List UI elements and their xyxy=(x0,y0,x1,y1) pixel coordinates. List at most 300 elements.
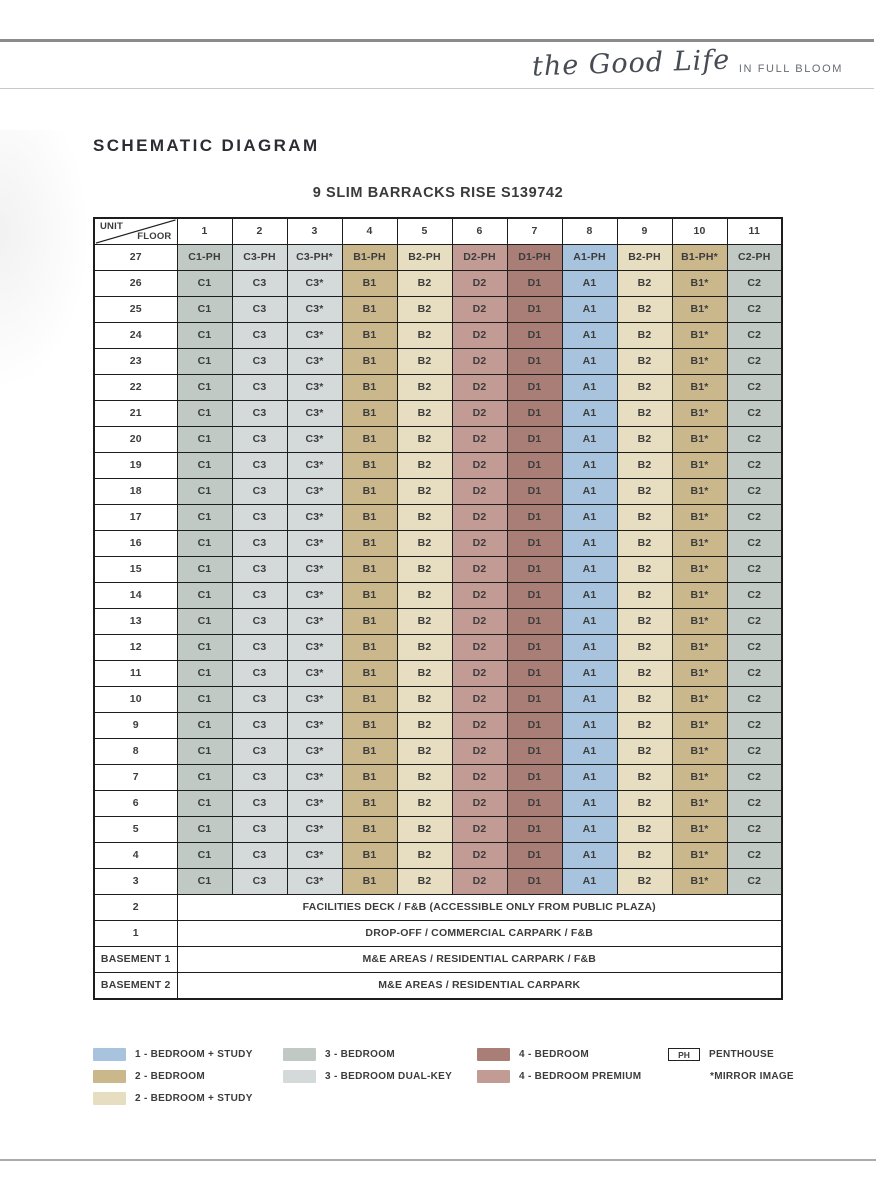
unit-cell: C2 xyxy=(727,661,782,687)
unit-cell: C1 xyxy=(177,843,232,869)
floor-row xyxy=(94,505,782,531)
unit-cell: A1 xyxy=(562,349,617,375)
unit-cell: C3 xyxy=(232,635,287,661)
legend-item-penthouse xyxy=(668,1048,794,1061)
unit-cell: D1 xyxy=(507,609,562,635)
unit-cell: B2 xyxy=(397,869,452,895)
unit-number-header: 4 xyxy=(342,218,397,245)
unit-cell: B2 xyxy=(397,427,452,453)
unit-cell: C3* xyxy=(287,531,342,557)
unit-cell: B2 xyxy=(617,349,672,375)
unit-cell: B1* xyxy=(672,583,727,609)
unit-cell: D1 xyxy=(507,791,562,817)
floor-label: 13 xyxy=(94,609,177,635)
unit-cell: A1 xyxy=(562,297,617,323)
unit-cell: C2 xyxy=(727,765,782,791)
floor-row xyxy=(94,661,782,687)
unit-cell: B1* xyxy=(672,271,727,297)
unit-cell: C2 xyxy=(727,427,782,453)
unit-cell: C1-PH xyxy=(177,245,232,271)
floor-row xyxy=(94,843,782,869)
legend-item xyxy=(477,1048,641,1061)
unit-cell: C1 xyxy=(177,713,232,739)
unit-cell: B1 xyxy=(342,271,397,297)
unit-cell: B2 xyxy=(397,375,452,401)
unit-cell: C3* xyxy=(287,297,342,323)
floor-label: 3 xyxy=(94,869,177,895)
legend-column xyxy=(477,1048,641,1083)
unit-number-header: 11 xyxy=(727,218,782,245)
unit-cell: B2 xyxy=(397,635,452,661)
unit-cell: B2 xyxy=(397,505,452,531)
floor-label: 26 xyxy=(94,271,177,297)
floor-label: 16 xyxy=(94,531,177,557)
floor-row xyxy=(94,687,782,713)
unit-cell: C3 xyxy=(232,297,287,323)
unit-cell: C3* xyxy=(287,869,342,895)
legend-item xyxy=(477,1070,641,1083)
unit-cell: A1 xyxy=(562,843,617,869)
lower-floor-row xyxy=(94,947,782,973)
floor-row xyxy=(94,349,782,375)
unit-cell: D1-PH xyxy=(507,245,562,271)
unit-cell: D2 xyxy=(452,661,507,687)
unit-cell: B1 xyxy=(342,739,397,765)
bottom-rule xyxy=(0,1159,876,1161)
unit-cell: A1 xyxy=(562,661,617,687)
unit-cell: C3 xyxy=(232,323,287,349)
unit-number-header: 9 xyxy=(617,218,672,245)
unit-cell: B1* xyxy=(672,739,727,765)
unit-cell: B1* xyxy=(672,817,727,843)
legend-item xyxy=(93,1070,253,1083)
unit-cell: C2 xyxy=(727,713,782,739)
unit-cell: D2 xyxy=(452,427,507,453)
unit-cell: C2 xyxy=(727,297,782,323)
lower-floor-row xyxy=(94,973,782,1000)
legend-label: 4 - BEDROOM PREMIUM xyxy=(519,1071,642,1082)
unit-cell: C2 xyxy=(727,531,782,557)
unit-cell: D1 xyxy=(507,375,562,401)
unit-cell: B1 xyxy=(342,713,397,739)
unit-cell: A1 xyxy=(562,505,617,531)
unit-cell: B2 xyxy=(397,843,452,869)
unit-cell: C3* xyxy=(287,401,342,427)
unit-cell: C3 xyxy=(232,479,287,505)
unit-cell: C2 xyxy=(727,323,782,349)
unit-number-header: 1 xyxy=(177,218,232,245)
unit-cell: B1 xyxy=(342,531,397,557)
unit-cell: B1 xyxy=(342,349,397,375)
legend-label: 4 - BEDROOM xyxy=(519,1049,589,1060)
unit-cell: B1* xyxy=(672,869,727,895)
unit-cell: B2 xyxy=(617,557,672,583)
corner-cell xyxy=(94,218,177,245)
floor-row xyxy=(94,817,782,843)
unit-cell: C3 xyxy=(232,349,287,375)
unit-cell: D1 xyxy=(507,687,562,713)
unit-cell: C1 xyxy=(177,739,232,765)
unit-cell: C1 xyxy=(177,505,232,531)
unit-cell: C1 xyxy=(177,427,232,453)
legend-label: 3 - BEDROOM DUAL-KEY xyxy=(325,1071,453,1082)
unit-cell: C3 xyxy=(232,427,287,453)
unit-cell: C3* xyxy=(287,557,342,583)
unit-cell: B2 xyxy=(397,713,452,739)
unit-cell: A1 xyxy=(562,427,617,453)
unit-cell: B2 xyxy=(397,323,452,349)
unit-cell: C3* xyxy=(287,765,342,791)
unit-cell: D2 xyxy=(452,843,507,869)
floor-label: 1 xyxy=(94,921,177,947)
unit-cell: C1 xyxy=(177,817,232,843)
unit-cell: A1 xyxy=(562,453,617,479)
unit-cell: C1 xyxy=(177,479,232,505)
legend-column xyxy=(283,1048,452,1083)
lower-floor-text: M&E AREAS / RESIDENTIAL CARPARK / F&B xyxy=(177,947,782,973)
unit-cell: B1* xyxy=(672,297,727,323)
unit-cell: B2 xyxy=(617,323,672,349)
header-row xyxy=(94,218,782,245)
floor-row xyxy=(94,765,782,791)
unit-cell: C3 xyxy=(232,817,287,843)
unit-cell: C3 xyxy=(232,687,287,713)
unit-cell: B1 xyxy=(342,843,397,869)
unit-cell: A1 xyxy=(562,479,617,505)
legend-column-penthouse xyxy=(668,1048,794,1083)
unit-cell: B1 xyxy=(342,557,397,583)
floor-row xyxy=(94,635,782,661)
unit-cell: B2 xyxy=(617,401,672,427)
unit-cell: C2 xyxy=(727,635,782,661)
unit-cell: B1* xyxy=(672,791,727,817)
floor-label: 7 xyxy=(94,765,177,791)
unit-cell: B1 xyxy=(342,635,397,661)
unit-cell: B2 xyxy=(617,713,672,739)
unit-number-header: 6 xyxy=(452,218,507,245)
floor-label: 10 xyxy=(94,687,177,713)
legend-swatch-darkred xyxy=(477,1048,510,1061)
unit-cell: C3* xyxy=(287,687,342,713)
floor-row xyxy=(94,401,782,427)
unit-cell: D2-PH xyxy=(452,245,507,271)
lower-floor-text: M&E AREAS / RESIDENTIAL CARPARK xyxy=(177,973,782,1000)
unit-cell: C1 xyxy=(177,453,232,479)
unit-cell: C3* xyxy=(287,713,342,739)
unit-cell: C3* xyxy=(287,739,342,765)
unit-cell: C2 xyxy=(727,375,782,401)
unit-cell: B2 xyxy=(617,739,672,765)
unit-cell: B1* xyxy=(672,401,727,427)
logo-script-text: the Good Life xyxy=(531,44,731,83)
unit-cell: B1 xyxy=(342,401,397,427)
floor-label: 12 xyxy=(94,635,177,661)
unit-number-header: 7 xyxy=(507,218,562,245)
unit-cell: B2 xyxy=(397,791,452,817)
floor-label: 15 xyxy=(94,557,177,583)
unit-cell: C3 xyxy=(232,869,287,895)
unit-cell: C2 xyxy=(727,453,782,479)
floor-row xyxy=(94,713,782,739)
unit-cell: C3 xyxy=(232,375,287,401)
unit-cell: D2 xyxy=(452,557,507,583)
unit-cell: B2 xyxy=(617,765,672,791)
floor-row xyxy=(94,583,782,609)
unit-cell: B2 xyxy=(617,427,672,453)
unit-cell: B1* xyxy=(672,479,727,505)
unit-cell: D2 xyxy=(452,765,507,791)
floor-label: 23 xyxy=(94,349,177,375)
unit-number-header: 8 xyxy=(562,218,617,245)
unit-cell: D2 xyxy=(452,635,507,661)
unit-cell: B1* xyxy=(672,323,727,349)
floor-label: 27 xyxy=(94,245,177,271)
unit-cell: D2 xyxy=(452,349,507,375)
unit-cell: B2 xyxy=(397,271,452,297)
unit-cell: D2 xyxy=(452,401,507,427)
unit-cell: B2 xyxy=(397,453,452,479)
unit-cell: D1 xyxy=(507,401,562,427)
unit-cell: A1 xyxy=(562,271,617,297)
unit-cell: B2 xyxy=(617,609,672,635)
unit-cell: B2 xyxy=(397,609,452,635)
floor-row xyxy=(94,609,782,635)
unit-cell: D1 xyxy=(507,635,562,661)
unit-cell: B1* xyxy=(672,349,727,375)
unit-cell: D1 xyxy=(507,817,562,843)
lower-floor-text: FACILITIES DECK / F&B (ACCESSIBLE ONLY FROM PUBLIC PLAZA) xyxy=(177,895,782,921)
unit-cell: B1* xyxy=(672,453,727,479)
floor-label: 8 xyxy=(94,739,177,765)
unit-cell: D1 xyxy=(507,713,562,739)
unit-cell: C2 xyxy=(727,817,782,843)
unit-cell: B2 xyxy=(617,687,672,713)
unit-cell: B1 xyxy=(342,297,397,323)
unit-cell: A1 xyxy=(562,869,617,895)
penthouse-badge: PH xyxy=(668,1048,700,1061)
mirror-note: *MIRROR IMAGE xyxy=(710,1071,794,1082)
legend-item xyxy=(283,1048,452,1061)
unit-cell: B1* xyxy=(672,609,727,635)
unit-cell: B2 xyxy=(617,375,672,401)
unit-cell: C3 xyxy=(232,505,287,531)
unit-cell: C1 xyxy=(177,661,232,687)
unit-number-header: 3 xyxy=(287,218,342,245)
unit-cell: B2 xyxy=(397,817,452,843)
unit-number-header: 5 xyxy=(397,218,452,245)
legend-swatch-blue xyxy=(93,1048,126,1061)
floor-label: BASEMENT 2 xyxy=(94,973,177,1000)
floor-label: 9 xyxy=(94,713,177,739)
unit-cell: C1 xyxy=(177,583,232,609)
floor-row xyxy=(94,869,782,895)
unit-cell: D1 xyxy=(507,323,562,349)
unit-cell: C1 xyxy=(177,791,232,817)
unit-cell: D2 xyxy=(452,323,507,349)
legend-label: 1 - BEDROOM + STUDY xyxy=(135,1049,253,1060)
unit-cell: C1 xyxy=(177,323,232,349)
unit-cell: C3* xyxy=(287,791,342,817)
floor-label: 20 xyxy=(94,427,177,453)
penthouse-label: PENTHOUSE xyxy=(709,1049,774,1060)
unit-cell: B1 xyxy=(342,791,397,817)
unit-cell: C1 xyxy=(177,401,232,427)
lower-floor-row xyxy=(94,921,782,947)
corner-floor-label: FLOOR xyxy=(137,230,172,242)
unit-cell: D2 xyxy=(452,479,507,505)
unit-cell: D2 xyxy=(452,531,507,557)
floor-row xyxy=(94,791,782,817)
unit-cell: C2 xyxy=(727,557,782,583)
unit-cell: C1 xyxy=(177,609,232,635)
unit-cell: A1 xyxy=(562,583,617,609)
floor-row xyxy=(94,297,782,323)
legend-item xyxy=(93,1092,253,1105)
unit-cell: C3* xyxy=(287,349,342,375)
legend-label: 2 - BEDROOM xyxy=(135,1071,205,1082)
unit-cell: C1 xyxy=(177,869,232,895)
floor-row xyxy=(94,375,782,401)
unit-cell: A1 xyxy=(562,713,617,739)
floor-label: 21 xyxy=(94,401,177,427)
unit-cell: C2 xyxy=(727,479,782,505)
unit-cell: B2 xyxy=(617,661,672,687)
unit-cell: C3 xyxy=(232,609,287,635)
unit-cell: B2 xyxy=(397,531,452,557)
unit-cell: A1 xyxy=(562,609,617,635)
unit-cell: B1 xyxy=(342,609,397,635)
unit-cell: C3 xyxy=(232,739,287,765)
floor-label: 17 xyxy=(94,505,177,531)
unit-cell: D2 xyxy=(452,739,507,765)
unit-cell: C1 xyxy=(177,349,232,375)
unit-cell: B1 xyxy=(342,687,397,713)
unit-cell: B1* xyxy=(672,843,727,869)
legend-swatch-lighttan xyxy=(93,1092,126,1105)
unit-cell: B1* xyxy=(672,687,727,713)
unit-cell: C2 xyxy=(727,609,782,635)
unit-cell: C3 xyxy=(232,271,287,297)
legend-swatch-gray xyxy=(283,1048,316,1061)
header-divider xyxy=(0,88,874,89)
floor-row xyxy=(94,531,782,557)
unit-cell: A1 xyxy=(562,765,617,791)
unit-cell: D1 xyxy=(507,531,562,557)
address-title: 9 SLIM BARRACKS RISE S139742 xyxy=(312,185,564,201)
unit-cell: D1 xyxy=(507,869,562,895)
unit-cell: C2 xyxy=(727,791,782,817)
lower-floor-row xyxy=(94,895,782,921)
floor-row xyxy=(94,453,782,479)
logo-tagline: IN FULL BLOOM xyxy=(738,63,843,75)
unit-cell: B2 xyxy=(397,479,452,505)
unit-cell: B2 xyxy=(397,765,452,791)
unit-cell: A1 xyxy=(562,635,617,661)
unit-cell: C2 xyxy=(727,739,782,765)
unit-cell: B1* xyxy=(672,531,727,557)
unit-cell: B2 xyxy=(617,271,672,297)
unit-cell: D1 xyxy=(507,583,562,609)
unit-cell: A1 xyxy=(562,817,617,843)
unit-cell: C3 xyxy=(232,557,287,583)
unit-cell: A1 xyxy=(562,687,617,713)
unit-cell: D1 xyxy=(507,765,562,791)
unit-cell: B1* xyxy=(672,713,727,739)
unit-cell: B2 xyxy=(397,297,452,323)
unit-cell: B2 xyxy=(617,791,672,817)
unit-cell: C3* xyxy=(287,271,342,297)
unit-cell: C3* xyxy=(287,817,342,843)
unit-cell: C3-PH* xyxy=(287,245,342,271)
top-rule xyxy=(0,39,874,42)
unit-cell: D2 xyxy=(452,453,507,479)
floor-label: 19 xyxy=(94,453,177,479)
unit-cell: A1 xyxy=(562,557,617,583)
legend-swatch-lightred xyxy=(477,1070,510,1083)
schematic-table-body xyxy=(94,218,782,999)
unit-cell: B2 xyxy=(397,583,452,609)
unit-cell: B1 xyxy=(342,661,397,687)
floor-label: 11 xyxy=(94,661,177,687)
unit-cell: C3-PH xyxy=(232,245,287,271)
unit-cell: B1 xyxy=(342,505,397,531)
unit-cell: C1 xyxy=(177,635,232,661)
unit-cell: B2 xyxy=(397,349,452,375)
unit-cell: C2 xyxy=(727,401,782,427)
unit-cell: D1 xyxy=(507,661,562,687)
unit-cell: A1 xyxy=(562,531,617,557)
unit-cell: B1 xyxy=(342,479,397,505)
legend-swatch-tan xyxy=(93,1070,126,1083)
unit-cell: C1 xyxy=(177,765,232,791)
unit-cell: B2 xyxy=(617,453,672,479)
unit-cell: B2 xyxy=(617,817,672,843)
unit-cell: C3* xyxy=(287,843,342,869)
unit-cell: C1 xyxy=(177,297,232,323)
unit-cell: B2-PH xyxy=(397,245,452,271)
unit-cell: B1* xyxy=(672,375,727,401)
unit-cell: B1* xyxy=(672,635,727,661)
unit-cell: C3 xyxy=(232,791,287,817)
unit-cell: D2 xyxy=(452,609,507,635)
floor-row xyxy=(94,271,782,297)
unit-cell: D2 xyxy=(452,297,507,323)
unit-cell: D2 xyxy=(452,869,507,895)
unit-cell: C3 xyxy=(232,583,287,609)
unit-cell: C3* xyxy=(287,479,342,505)
floor-label: BASEMENT 1 xyxy=(94,947,177,973)
unit-cell: B1 xyxy=(342,427,397,453)
unit-cell: C1 xyxy=(177,375,232,401)
unit-cell: C1 xyxy=(177,271,232,297)
unit-cell: B2 xyxy=(397,739,452,765)
unit-cell: C1 xyxy=(177,687,232,713)
unit-cell: A1 xyxy=(562,791,617,817)
unit-cell: C2-PH xyxy=(727,245,782,271)
unit-cell: C2 xyxy=(727,271,782,297)
unit-cell: B2 xyxy=(397,687,452,713)
unit-cell: B1 xyxy=(342,453,397,479)
unit-cell: B1* xyxy=(672,557,727,583)
unit-cell: C2 xyxy=(727,687,782,713)
unit-cell: B1-PH* xyxy=(672,245,727,271)
unit-cell: B1 xyxy=(342,765,397,791)
unit-cell: B2 xyxy=(617,843,672,869)
unit-cell: D2 xyxy=(452,583,507,609)
unit-cell: B1 xyxy=(342,817,397,843)
unit-cell: C3* xyxy=(287,661,342,687)
floor-row xyxy=(94,479,782,505)
